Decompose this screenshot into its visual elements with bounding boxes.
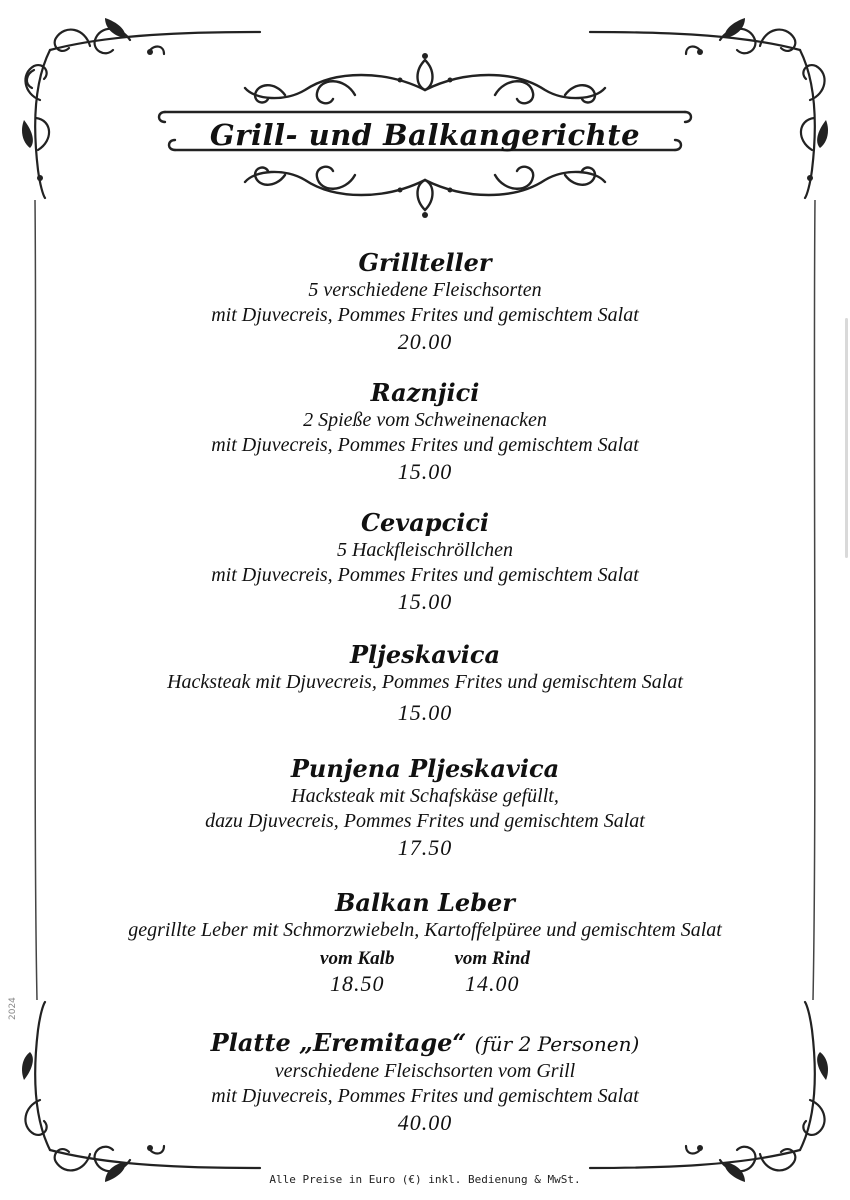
dish-cevapcici bbox=[40, 508, 810, 615]
variant-kalb bbox=[320, 947, 394, 997]
dish-description-line: verschiedene Fleischsorten vom Grill bbox=[274, 1060, 576, 1082]
year-mark: 2024 bbox=[8, 997, 18, 1020]
dish-description-line: Hacksteak mit Schafskäse gefüllt, bbox=[291, 785, 559, 807]
price-note-footer: Alle Preise in Euro (€) inkl. Bedienung & MwSt. bbox=[269, 1173, 581, 1186]
dish-name-suffix: (für 2 Personen) bbox=[474, 1032, 640, 1056]
dish-price: 20.00 bbox=[397, 329, 453, 354]
dish-description-line: mit Djuvecreis, Pommes Frites und gemischtem Salat bbox=[211, 1085, 639, 1107]
menu-title: Grill- und Balkangerichte bbox=[209, 118, 641, 152]
dish-description-line: gegrillte Leber mit Schmorzwiebeln, Kartoffelpüree und gemischtem Salat bbox=[128, 919, 722, 941]
dish-name: Grillteller bbox=[358, 248, 492, 277]
dish-description-line: 5 verschiedene Fleischsorten bbox=[308, 279, 542, 301]
variant-label: vom Kalb bbox=[320, 948, 395, 969]
variant-label: vom Rind bbox=[454, 948, 530, 969]
dish-platte-eremitage bbox=[40, 1028, 810, 1136]
dish-price: 17.50 bbox=[397, 835, 453, 860]
dish-name-row bbox=[40, 1028, 810, 1059]
dish-description-line: 5 Hackfleischröllchen bbox=[336, 539, 514, 561]
dish-grillteller bbox=[40, 248, 810, 355]
dish-balkan-leber bbox=[40, 888, 810, 997]
dish-price: 15.00 bbox=[397, 459, 453, 484]
dish-variants bbox=[40, 947, 810, 997]
dish-name: Platte „Eremitage“ bbox=[210, 1028, 467, 1057]
dish-description-line: mit Djuvecreis, Pommes Frites und gemischtem Salat bbox=[211, 434, 639, 456]
dish-price: 15.00 bbox=[397, 589, 453, 614]
dish-description-line: mit Djuvecreis, Pommes Frites und gemischtem Salat bbox=[211, 304, 639, 326]
variant-rind bbox=[454, 947, 529, 997]
dish-description-line: mit Djuvecreis, Pommes Frites und gemischtem Salat bbox=[211, 564, 639, 586]
dish-name: Cevapcici bbox=[360, 508, 490, 537]
dish-description-line: Hacksteak mit Djuvecreis, Pommes Frites und gemischtem Salat bbox=[167, 671, 683, 693]
dish-price: 15.00 bbox=[397, 700, 453, 725]
dish-name: Pljeskavica bbox=[349, 640, 501, 669]
dish-name: Balkan Leber bbox=[335, 888, 515, 917]
dish-name: Punjena Pljeskavica bbox=[290, 754, 560, 783]
dish-raznjici bbox=[40, 378, 810, 485]
variant-price: 18.50 bbox=[330, 971, 385, 996]
dish-description-line: 2 Spieße vom Schweinenacken bbox=[303, 409, 547, 431]
dish-price: 40.00 bbox=[397, 1110, 453, 1135]
dish-description-line: dazu Djuvecreis, Pommes Frites und gemischtem Salat bbox=[205, 810, 645, 832]
dish-punjena-pljeskavica bbox=[40, 754, 810, 861]
dish-pljeskavica bbox=[40, 640, 810, 726]
scrollbar-thumb[interactable] bbox=[845, 318, 848, 558]
dish-name: Raznjici bbox=[370, 378, 480, 407]
variant-price: 14.00 bbox=[464, 971, 520, 996]
